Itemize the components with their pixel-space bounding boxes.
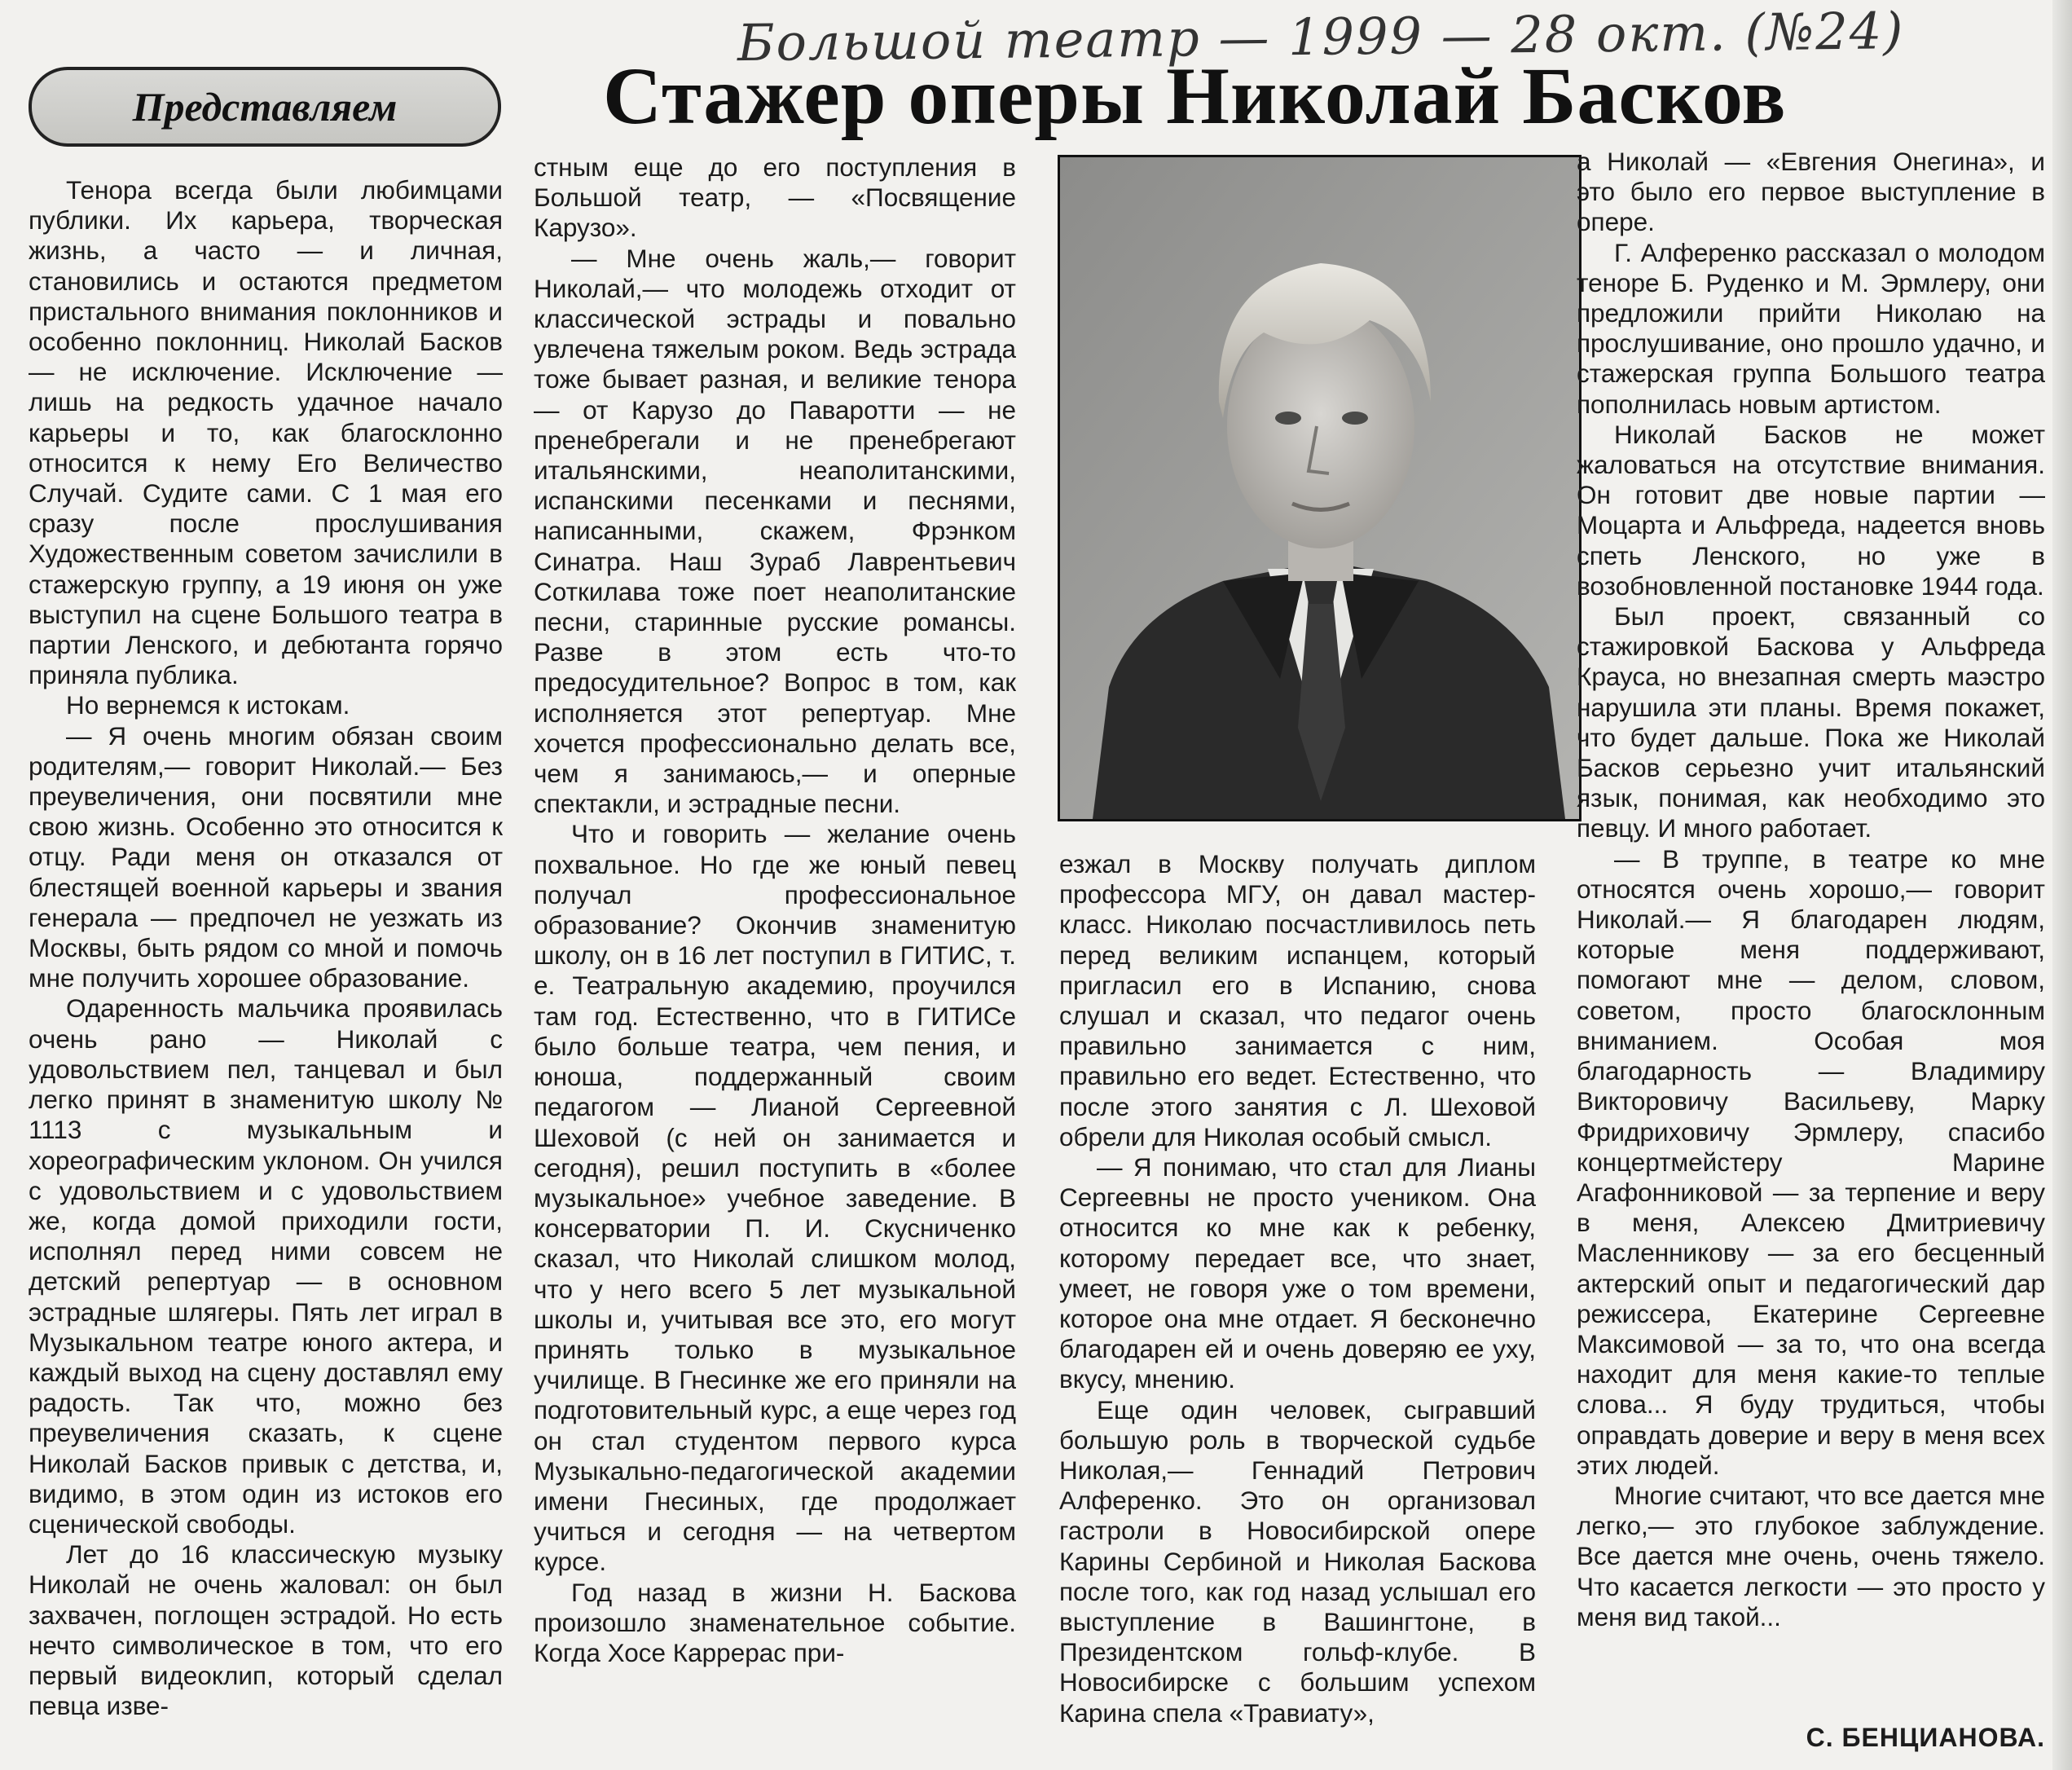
article-paragraph: Тенора всегда были любимцами публики. Их карьера, творческая жизнь, а часто — и личная, становились и остаются предметом пристального внимания поклонников и особенно поклонниц. Николай Басков — не исключение. Исключение — лишь на редкость удачное начало карьеры и то, как благосклонно относится к нему Его Величество Случай. Судите сами. С 1 мая его сразу после прослушивания Художественным советом зачислили в стажерскую группу, а 19 июня он уже выступил на сцене Большого театра в партии Ленского, и дебютанта горячо приняла публика. [29, 175, 503, 690]
article-paragraph: Многие считают, что все дается мне легко,— это глубокое заблуждение. Все дается мне очень, очень тяжело. Что касается легкости — это просто у меня вид такой... [1577, 1480, 2045, 1631]
scan-edge [2052, 0, 2072, 1770]
section-rubric: Представляем [29, 67, 501, 147]
text-column-2 [534, 152, 1016, 1758]
text-column-4 [1577, 147, 2045, 1671]
article-paragraph: Лет до 16 классическую музыку Николай не очень жаловал: он был захвачен, поглощен эстрадой. Но есть нечто символическое в том, что его первый видеоклип, который сделал певца изве- [29, 1539, 503, 1721]
article-paragraph: — Я понимаю, что стал для Лианы Сергеевны не просто учеником. Она относится ко мне как к ребенку, которому передает все, что знает, умеет, не говоря уже о том времени, которое она мне отдает. Я бесконечно благодарен ей и очень доверяю ее уху, вкусу, мнению. [1059, 1152, 1536, 1394]
author-signature: С. БЕНЦИАНОВА. [1806, 1723, 2045, 1752]
article-paragraph: — Я очень многим обязан своим родителям,— говорит Николай.— Без преувеличения, они посвятили мне свою жизнь. Особенно это относится к отцу. Ради меня он отказался от блестящей военной карьеры и звания генерала — предпочел не уезжать из Москвы, быть рядом со мной и помочь мне получить хорошее образование. [29, 720, 503, 993]
article-paragraph: — Мне очень жаль,— говорит Николай,— что молодежь отходит от классической эстрады и повально увлечена тяжелым роком. Ведь эстрада тоже бывает разная, и великие тенора — от Карузо до Паваротти — не пренебрегали и не пренебрегают итальянскими, неаполитанскими, испанскими песенками и песнями, написанными, скажем, Фрэнком Синатра. Наш Зураб Лаврентьевич Соткилава тоже поет неаполитанские песни, старинные русские романсы. Разве в этом есть что-то предосудительное? Вопрос в том, как исполняется этот репертуар. Мне хочется профессионально делать все, чем я занимаюсь,— и оперные спектакли, и эстрадные песни. [534, 243, 1016, 819]
article-paragraph: Г. Алференко рассказал о молодом теноре Б. Руденко и М. Эрмлеру, они предложили прийти Николаю на прослушивание, оно прошло удачно, и стажерская группа Большого театра пополнилась новым артистом. [1577, 237, 2045, 419]
article-paragraph: Николай Басков не может жаловаться на отсутствие внимания. Он готовит две новые партии — Моцарта и Альфреда, надеется вновь спеть Ленского, но уже в возобновленной постановке 1944 года. [1577, 419, 2045, 601]
article-headline: Стажер оперы Николай Басков [603, 51, 1787, 141]
article-paragraph: а Николай — «Евгения Онегина», и это было его первое выступление в опере. [1577, 147, 2045, 237]
article-paragraph: Еще один человек, сыгравший большую роль в творческой судьбе Николая,— Геннадий Петрович Алференко. Это он организовал гастроли в Новосибирской опере Карины Сербиной и Николая Баскова после того, как год назад услышал его выступление в Вашингтоне, в Президентском гольф-клубе. В Новосибирске с большим успехом Карина спела «Травиату», [1059, 1394, 1536, 1728]
article-paragraph: езжал в Москву получать диплом профессора МГУ, он давал мастер-класс. Николаю посчастливилось петь перед великим испанцем, который пригласил его в Испанию, снова слушал и сказал, что педагог очень правильно занимается с ним, правильно его ведет. Естественно, что после этого занятия с Л. Шеховой обрели для Николая особый смысл. [1059, 849, 1536, 1151]
article-paragraph: Но вернемся к истокам. [66, 690, 350, 720]
article-paragraph: Год назад в жизни Н. Баскова произошло знаменательное событие. Когда Хосе Каррерас при- [534, 1577, 1016, 1667]
article-paragraph: стным еще до его поступления в Большой театр, — «Посвящение Карузо». [534, 152, 1016, 243]
text-column-1 [29, 175, 503, 1756]
handwritten-annotation: Большой театр — 1999 — 28 окт. (№24) [737, 1, 1905, 73]
text-column-3 [1059, 849, 1536, 1758]
portrait-photo [1058, 155, 1581, 821]
article-paragraph: Был проект, связанный со стажировкой Баскова у Альфреда Крауса, но внезапная смерть маэстро нарушила эти планы. Время покажет, что будет дальше. Пока же Николай Басков серьезно учит итальянский язык, понимая, как необходимо это певцу. И много работает. [1577, 601, 2045, 843]
article-paragraph: — В труппе, в театре ко мне относятся очень хорошо,— говорит Николай.— Я благодарен людям, которые меня поддерживают, помогают мне — делом, словом, советом, просто благосклонным вниманием. Особая моя благодарность — Владимиру Викторовичу Васильеву, Марку Фридриховичу Эрмлеру, спасибо концертмейстеру Марине Агафонниковой — за терпение и веру в меня, Алексею Дмитриевичу Масленникову — за его бесценный актерский опыт и педагогический дар режиссера, Екатерине Сергеевне Максимовой — за то, что она всегда находит для меня какие-то теплые слова... Я буду трудиться, чтобы оправдать доверие и веру в меня всех этих людей. [1577, 843, 2045, 1480]
article-paragraph: Одаренность мальчика проявилась очень рано — Николай с удовольствием пел, танцевал и был легко принят в знаменитую школу № 1113 с музыкальным и хореографическим уклоном. Он учился с удовольствием и с удовольствием же, когда домой приходили гости, исполнял перед ними совсем не детский репертуар — в основном эстрадные шлягеры. Пять лет играл в Музыкальном театре юного актера, и каждый выход на сцену доставлял ему радость. Так что, можно без преувеличения сказать, к сцене Николай Басков привык с детства, и, видимо, в этом один из истоков его сценической свободы. [29, 993, 503, 1539]
article-paragraph: Что и говорить — желание очень похвальное. Но где же юный певец получал профессиональное образование? Окончив знаменитую школу, он в 16 лет поступил в ГИТИС, т. е. Театральную академию, проучился там год. Естественно, что в ГИТИСе было больше театра, чем пения, и юноша, поддержанный своим педагогом — Лианой Сергеевной Шеховой (с ней он занимается и сегодня), решил поступить в «более музыкальное» учебное заведение. В консерватории П. И. Скусниченко сказал, что Николай слишком молод, что у него всего 5 лет музыкальной школы и, учитывая все это, его могут принять только в музыкальное училище. В Гнесинке же его приняли на подготовительный курс, а еще через год он стал студентом первого курса Музыкально-педагогической академии имени Гнесиных, где продолжает учиться и сегодня — на четвертом курсе. [534, 819, 1016, 1577]
